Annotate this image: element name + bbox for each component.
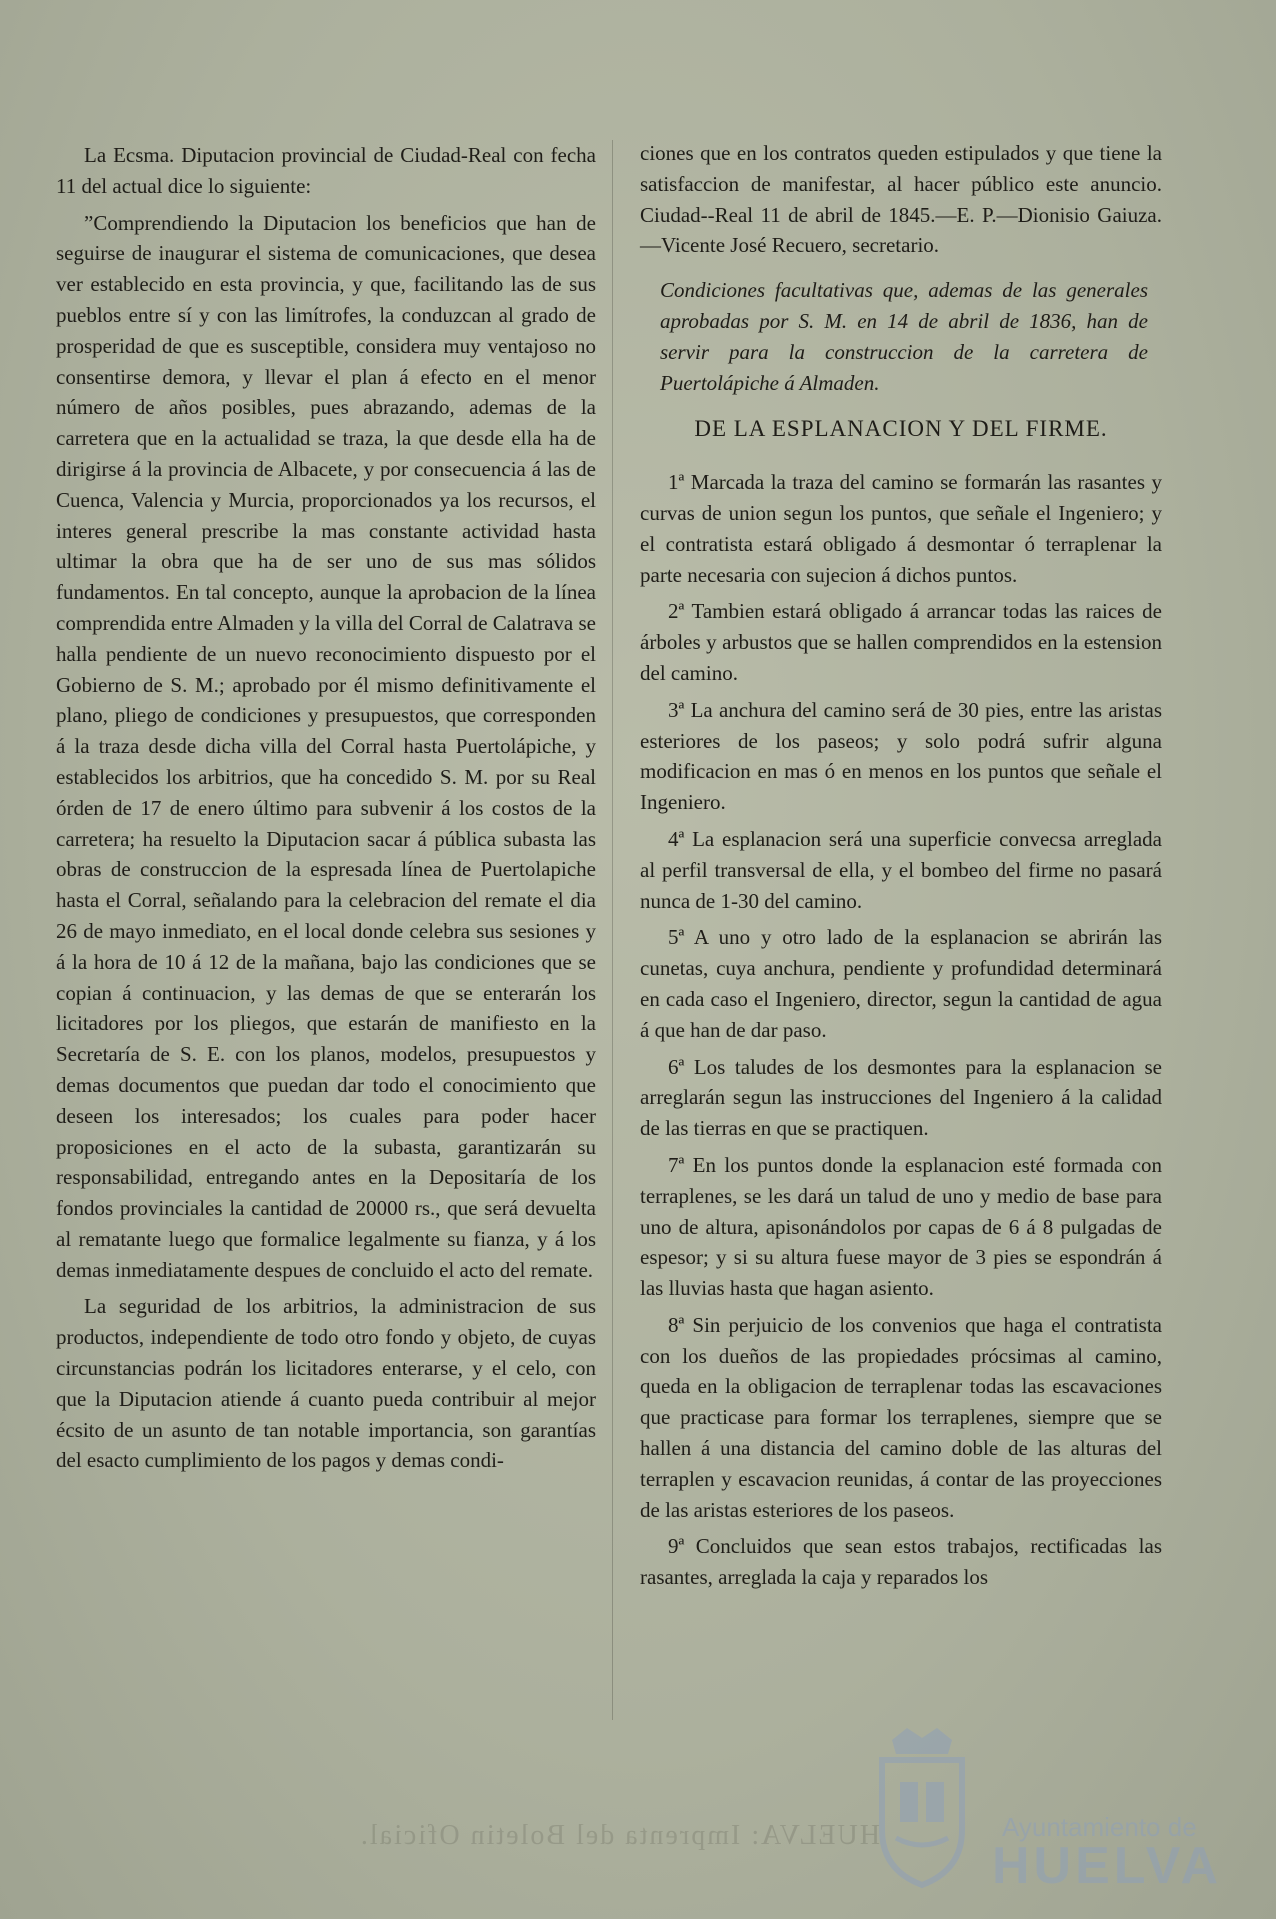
intro-paragraph: La Ecsma. Diputacion provincial de Ciudad-Real con fecha 11 del actual dice lo siguiente: — [56, 143, 596, 198]
continuation-paragraph: ciones que en los contratos queden estipulados y que tiene la satisfaccion de manifestar, al hacer público este anuncio. Ciudad--Real 11 de abril de 1845.—E. P.—Dionisio Gaiuza.—Vicente José Recuero, secretario. — [640, 141, 1162, 258]
bleed-through-text: HUELVA: Imprenta del Boletin Oficial. — [358, 1820, 880, 1851]
condition-item: 1ª Marcada la traza del camino se formarán las rasantes y curvas de union segun los puntos, que señale el Ingeniero; y el contratista estará obligado á desmontar ó terraplenar la parte necesaria con sujecion á dichos puntos. — [640, 470, 1162, 587]
watermark-line-1: Ayuntamiento de — [1002, 1812, 1197, 1842]
column-divider — [612, 140, 613, 1720]
guarantee-paragraph: La seguridad de los arbitrios, la administracion de sus productos, independiente de todo otro fondo y objeto, de cuyas circunstancias podrán los licitadores enterarse, y el celo, con que la Diputacion atiende á cuanto pueda contribuir al mejor écsito de un asunto de tan notable importancia, son garantías del esacto cumplimiento de los pagos y demas condi- — [56, 1294, 596, 1473]
condition-item: 6ª Los taludes de los desmontes para la esplanacion se arreglarán segun las instrucciones del Ingeniero á la calidad de las tierras en que se practiquen. — [640, 1054, 1162, 1141]
announcement-paragraph: ”Comprendiendo la Diputacion los beneficios que han de seguirse de inaugurar el sistema de comunicaciones, que desea ver establecido en esta provincia, y que, facilitando las de sus pueblos entre sí y con las limítrofes, la conduzcan al grado de prosperidad de que es susceptible, considera muy ventajoso no consentirse demora, y llevar el plan á efecto en el menor número de años posibles, pues abrazando, ademas de la carretera que en la actualidad se traza, la que desde ella ha de dirigirse á la provincia de Albacete, y por consecuencia á las de Cuenca, Valencia y Murcia, proporcionados ya los recursos, el interes general prescribe la mas constante actividad hasta ultimar la obra que ha de ser uno de sus mas sólidos fundamentos. En tal concepto, aunque la aprobacion de la línea comprendida entre Almaden y la villa del Corral de Calatrava se halla pendiente de un nuevo reconocimiento dispuesto por el Gobierno de S. M.; aprobado por él mismo definitivamente el plano, pliego de condiciones y presupuestos, que corresponden á la traza desde dicha villa del Corral hasta Puertolápiche, y establecidos los arbitrios, que ha concedido S. M. por su Real órden de 17 de enero último para subvenir á los costos de la carretera; ha resuelto la Diputacion sacar á pública subasta las obras de construccion de la espresada línea de Puertolapiche hasta el Corral, señalando para la celebracion del remate el dia 26 de mayo inmediato, en el local donde celebra sus sesiones y á la hora de 10 á 12 de la mañana, bajo las condiciones que se copian á continuacion, y las demas de que se enterarán los licitadores por los pliegos, que estarán de manifiesto en la Secretaría de S. E. con los planos, modelos, presupuestos y demas documentos que puedan dar todo el conocimiento que deseen los interesados; los cuales para poder hacer proposiciones en el acto de la subasta, garantizarán su responsabilidad, entregando antes en la Depositaría de los fondos provinciales la cantidad de 20000 rs., que será devuelta al rematante luego que formalice legalmente su fianza, y á los demas inmediatamente despues de concluido el acto del remate. — [56, 210, 596, 1282]
condition-item: 3ª La anchura del camino será de 30 pies, entre las aristas esteriores de los paseos; y solo podrá sufrir alguna modificacion en mas ó en menos en los puntos que señale el Ingeniero. — [640, 697, 1162, 815]
conditions-title: Condiciones facultativas que, ademas de las generales aprobadas por S. M. en 14 de abril de 1836, han de servir para la construccion de la carretera de Puertolápiche á Almaden. — [660, 278, 1148, 395]
left-column — [56, 140, 596, 1482]
condition-item: 8ª Sin perjuicio de los convenios que haga el contratista con los dueños de las propiedades prócsimas al camino, queda en la obligacion de terraplenar todas las escavaciones que practicase para formar los terraplenes, siempre que se hallen á una distancia del camino doble de las alturas del terraplen y escavacion reunidas, á contar de las proyecciones de las aristas esteriores de los paseos. — [640, 1312, 1162, 1522]
condition-item: 9ª Concluidos que sean estos trabajos, rectificadas las rasantes, arreglada la caja y reparados los — [640, 1534, 1162, 1590]
condition-item: 2ª Tambien estará obligado á arrancar todas las raices de árboles y arbustos que se hallen comprendidos en la estension del camino. — [640, 599, 1162, 685]
section-heading: DE LA ESPLANACION Y DEL FIRME. — [694, 416, 1108, 442]
city-crest-icon — [862, 1720, 982, 1890]
condition-item: 5ª A uno y otro lado de la esplanacion se abrirán las cunetas, cuya anchura, pendiente y profundidad determinará en cada caso el Ingeniero, director, segun la cantidad de agua á que han de dar paso. — [640, 925, 1162, 1042]
watermark-line-2: HUELVA — [992, 1837, 1223, 1895]
condition-item: 4ª La esplanacion será una superficie convecsa arreglada al perfil transversal de ella, y el bombeo del firme no pasará nunca de 1-30 del camino. — [640, 826, 1162, 913]
watermark — [862, 1720, 1222, 1900]
condition-item: 7ª En los puntos donde la esplanacion esté formada con terraplenes, se les dará un talud de uno y medio de base para uno de altura, apisonándolos por capas de 6 á 8 pulgadas de espesor; y si su altura fuese mayor de 3 pies se espondrán á las lluvias hasta que hagan asiento. — [640, 1152, 1162, 1301]
right-column — [640, 138, 1162, 1599]
